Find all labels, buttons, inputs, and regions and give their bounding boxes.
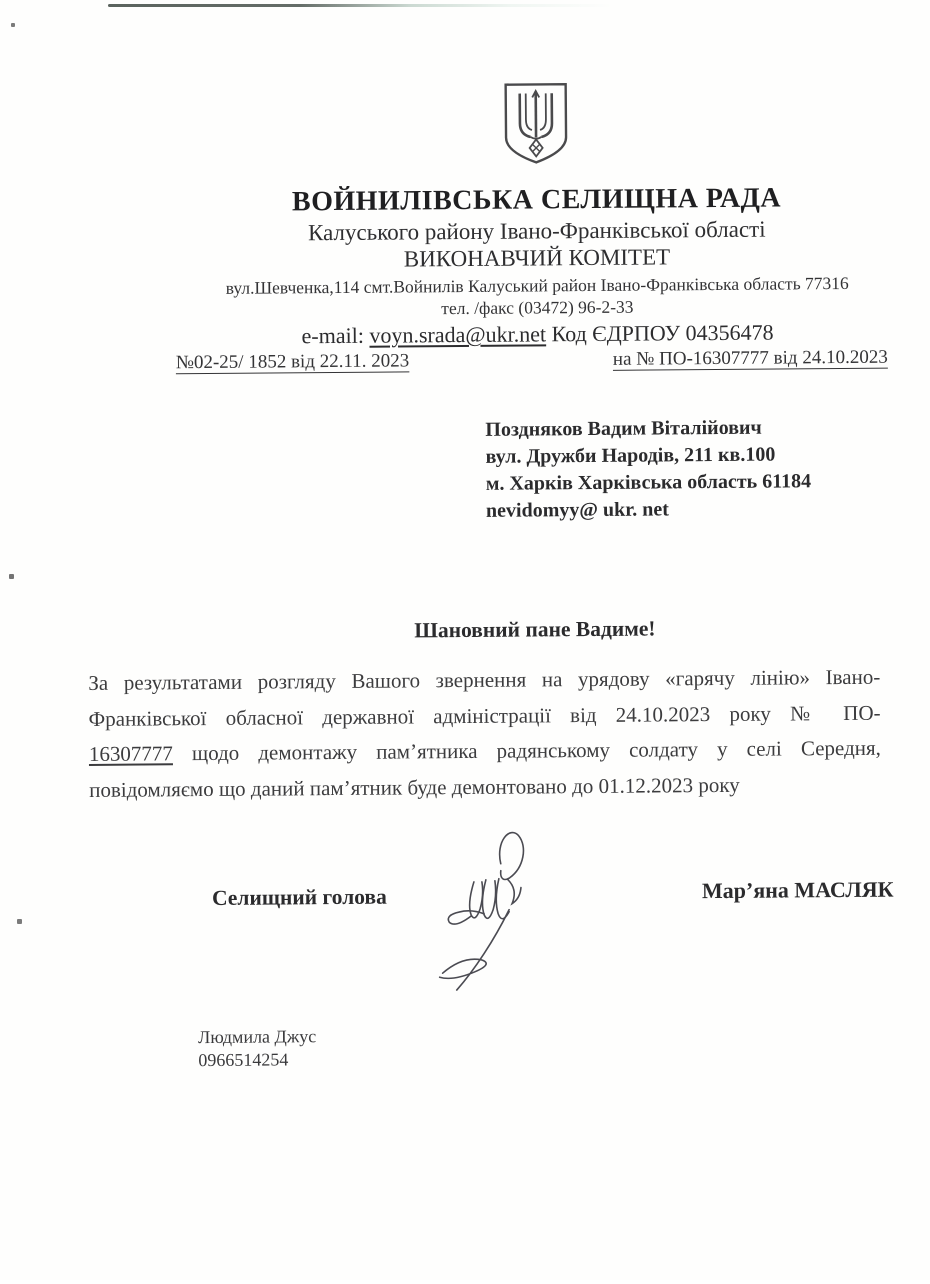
recipient-street: вул. Дружби Народів, 211 кв.100 bbox=[485, 443, 776, 468]
org-region: Калуського району Івано-Франківської області bbox=[307, 216, 766, 246]
body-line-4: повідомляємо що даний пам’ятник буде демонтовано до 01.12.2023 року bbox=[89, 772, 740, 802]
executor-block bbox=[198, 1025, 316, 1072]
appeal-ref-number: 16307777 bbox=[88, 741, 173, 766]
recipient-city: м. Харків Харківська область 61184 bbox=[485, 470, 812, 495]
signer-name: Мар’яна МАСЛЯК bbox=[701, 876, 894, 904]
body-line-1: За результатами розгляду Вашого звернення на урядову «гарячу лінію» Івано- bbox=[88, 664, 881, 695]
executor-name: Людмила Джус bbox=[198, 1026, 317, 1048]
body-line-3-rest: щодо демонтажу пам’ятника радянському солдату у селі Середня, bbox=[172, 735, 881, 766]
executor-phone: 0966514254 bbox=[198, 1049, 289, 1071]
handwritten-signature-icon bbox=[421, 819, 572, 1010]
edrpou-code: Код ЄДРПОУ 04356478 bbox=[545, 319, 774, 347]
outgoing-ref-number: №02-25/ 1852 від 22.11. 2023 bbox=[175, 350, 410, 374]
reference-numbers-row bbox=[176, 347, 888, 375]
recipient-block bbox=[485, 414, 811, 525]
org-unit: ВИКОНАВЧИЙ КОМІТЕТ bbox=[403, 244, 671, 272]
org-address: вул.Шевченка,114 смт.Войнилів Калуський район Івано-Франківська область 77316 bbox=[225, 272, 849, 298]
body-line-3 bbox=[89, 731, 881, 773]
body-line-2: Франківської обласної державної адміністрації від 24.10.2023 року № ПО- bbox=[88, 700, 881, 731]
recipient-email: nevidomyy@ ukr. net bbox=[485, 498, 669, 522]
email-label: e-mail: bbox=[301, 322, 370, 349]
org-name: ВОЙНИЛІВСЬКА СЕЛИЩНА РАДА bbox=[291, 182, 782, 218]
org-email-line bbox=[148, 318, 928, 350]
letterhead bbox=[146, 78, 928, 350]
org-email-address: voyn.srada@ukr.net bbox=[369, 321, 547, 348]
incoming-ref-number: на № ПО-16307777 від 24.10.2023 bbox=[612, 346, 888, 370]
signer-position-title: Селищний голова bbox=[211, 884, 387, 910]
recipient-name: Поздняков Вадим Віталійович bbox=[485, 416, 762, 441]
ukraine-tryzub-coat-of-arms-icon bbox=[499, 81, 574, 171]
letter-body bbox=[88, 660, 881, 808]
org-phone: тел. /факс (03472) 96-2-33 bbox=[441, 296, 634, 319]
salutation: Шановний пане Вадиме! bbox=[414, 616, 656, 643]
